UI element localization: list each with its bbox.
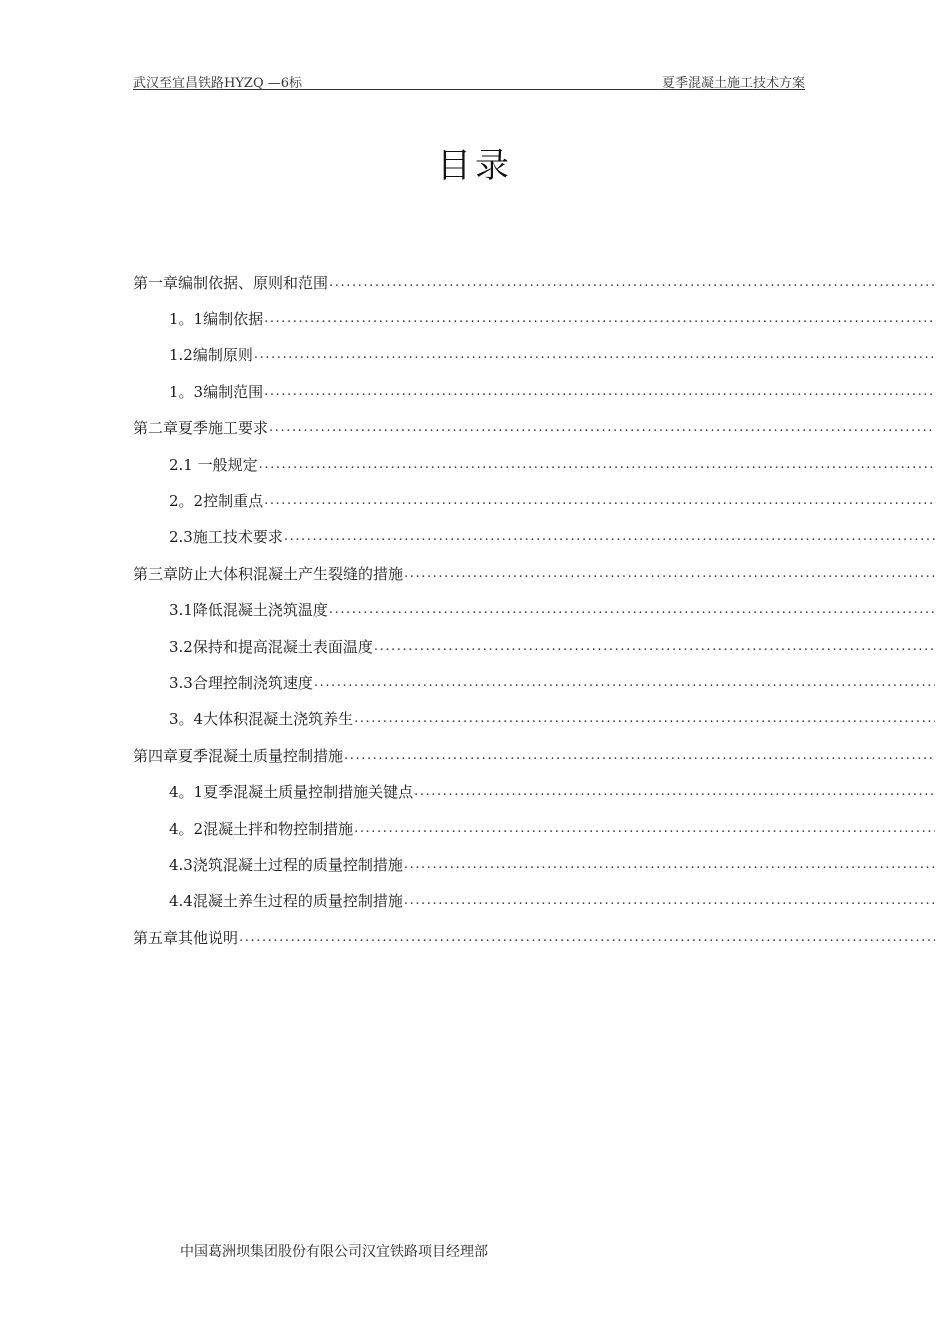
toc-entry[interactable] [133,264,935,300]
toc-leader-dots [373,639,935,654]
toc-entry[interactable] [133,337,935,373]
page-title: 目录 [437,146,513,186]
toc-entry[interactable] [133,883,935,919]
toc-entry-text: 3.2保持和提高混凝土表面温度 [169,637,373,656]
toc-entry-text: 3.1降低混凝土浇筑温度 [169,601,328,620]
toc-entry[interactable] [133,664,935,700]
toc-entry[interactable] [133,373,935,409]
toc-entry-text: 1.2编制原则 [169,346,253,365]
header-rule [133,89,805,90]
toc-entry-text: 1。3编制范围 [169,382,264,401]
toc-leader-dots [343,748,935,763]
toc-leader-dots [313,675,935,690]
toc-leader-dots [403,893,935,908]
toc-entry-text: 第三章防止大体积混凝土产生裂缝的措施 [133,564,404,583]
toc-entry-text: 4.4混凝土养生过程的质量控制措施 [169,892,403,911]
toc-leader-dots [403,566,935,581]
toc-entry[interactable] [133,300,935,336]
footer-text: 中国葛洲坝集团股份有限公司汉宜铁路项目经理部 [180,1244,488,1260]
header-right-text: 夏季混凝土施工技术方案 [661,76,805,91]
toc-entry[interactable] [133,773,935,809]
toc-entry[interactable] [133,555,935,591]
toc-entry-text: 4。1夏季混凝土质量控制措施关键点 [169,783,414,802]
toc-entry[interactable] [133,519,935,555]
toc-entry-text: 第二章夏季施工要求 [133,419,269,438]
toc-entry[interactable] [133,846,935,882]
toc-leader-dots [268,420,935,435]
toc-leader-dots [328,602,935,617]
header-left-text: 武汉至宜昌铁路HYZQ —6标 [133,76,303,91]
toc-entry-text: 2。2控制重点 [169,492,264,511]
toc-entry-text: 第四章夏季混凝土质量控制措施 [133,746,344,765]
toc-entry[interactable] [133,446,935,482]
toc-entry[interactable] [133,628,935,664]
table-of-contents [133,264,935,955]
toc-entry-text: 第五章其他说明 [133,928,239,947]
toc-leader-dots [253,347,935,362]
toc-leader-dots [263,311,935,326]
toc-entry[interactable] [133,737,935,773]
toc-leader-dots [413,784,935,799]
toc-entry-text: 1。1编制依据 [169,310,264,329]
toc-entry[interactable] [133,810,935,846]
toc-leader-dots [403,857,935,872]
toc-entry-text: 3.3合理控制浇筑速度 [169,673,313,692]
toc-leader-dots [263,493,935,508]
toc-entry[interactable] [133,592,935,628]
toc-leader-dots [353,711,935,726]
toc-entry-text: 4。2混凝土拌和物控制措施 [169,819,354,838]
toc-leader-dots [263,384,935,399]
toc-leader-dots [283,529,935,544]
toc-leader-dots [353,821,935,836]
toc-entry[interactable] [133,701,935,737]
toc-entry-text: 3。4大体积混凝土浇筑养生 [169,710,354,729]
toc-leader-dots [328,275,935,290]
toc-leader-dots [238,930,935,945]
toc-entry[interactable] [133,919,935,955]
toc-entry[interactable] [133,482,935,518]
toc-leader-dots [258,457,935,472]
toc-entry-text: 第一章编制依据、原则和范围 [133,273,329,292]
toc-entry-text: 2.3施工技术要求 [169,528,283,547]
toc-entry[interactable] [133,410,935,446]
toc-entry-text: 4.3浇筑混凝土过程的质量控制措施 [169,855,403,874]
toc-entry-text: 2.1 一般规定 [169,455,258,474]
